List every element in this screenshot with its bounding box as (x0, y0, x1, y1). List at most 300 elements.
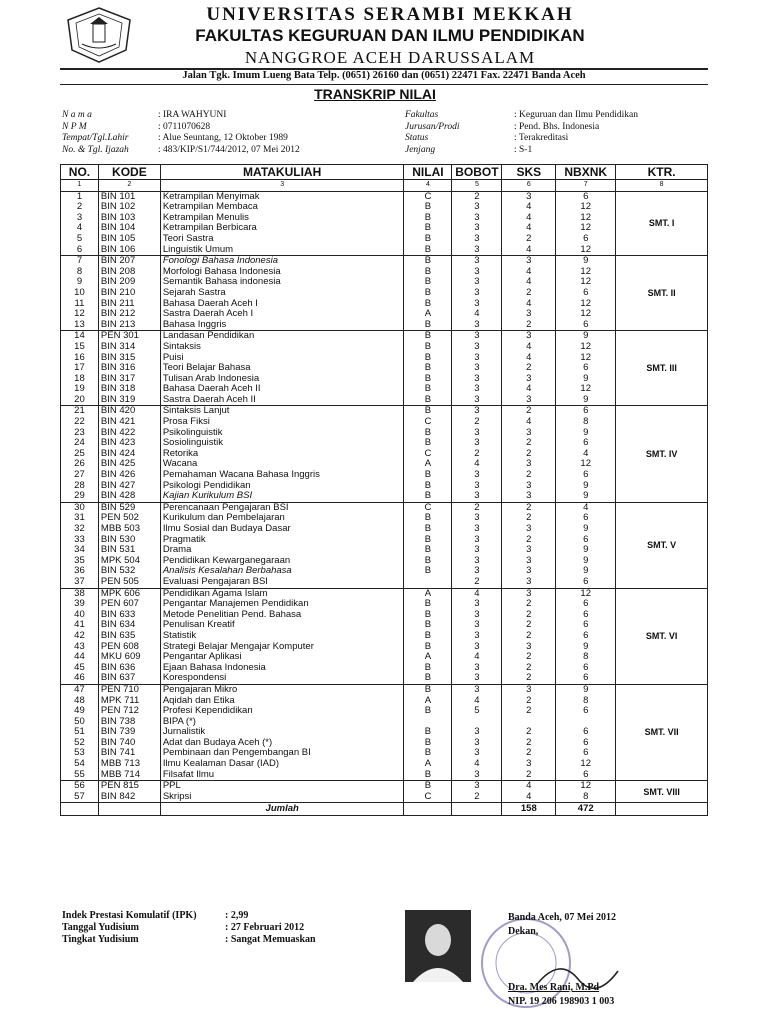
credits: 4 (502, 342, 556, 353)
grade: B (404, 620, 452, 631)
grade-points: 12 (556, 588, 616, 599)
grade-points: 9 (556, 684, 616, 695)
course-name: Kurikulum dan Pembelajaran (160, 513, 404, 524)
course-name: Fonologi Bahasa Indonesia (160, 256, 404, 267)
table-row (61, 738, 708, 749)
semester-label: SMT. I (616, 191, 708, 256)
weight: 3 (452, 642, 502, 653)
credits: 4 (502, 781, 556, 792)
weight: 3 (452, 406, 502, 417)
weight: 3 (452, 428, 502, 439)
grade-points: 6 (556, 706, 616, 717)
course-name: Teori Belajar Bahasa (160, 363, 404, 374)
course-code: BIN 636 (98, 663, 160, 674)
grade-points: 12 (556, 245, 616, 256)
grade: B (404, 213, 452, 224)
table-row (61, 631, 708, 642)
course-name: Linguistik Umum (160, 245, 404, 256)
weight: 3 (452, 438, 502, 449)
course-code: BIN 106 (98, 245, 160, 256)
table-row (61, 502, 708, 513)
table-row (61, 234, 708, 245)
grade: B (404, 245, 452, 256)
grade: B (404, 631, 452, 642)
weight: 2 (452, 792, 502, 803)
course-code: BIN 741 (98, 748, 160, 759)
credits: 3 (502, 684, 556, 695)
course-code: BIN 530 (98, 535, 160, 546)
course-code: BIN 426 (98, 470, 160, 481)
course-code: BIN 315 (98, 353, 160, 364)
grade: B (404, 481, 452, 492)
grade-points: 8 (556, 417, 616, 428)
weight: 3 (452, 620, 502, 631)
course-name: Evaluasi Pengajaran BSI (160, 577, 404, 588)
row-number: 17 (61, 363, 99, 374)
credits: 3 (502, 545, 556, 556)
table-row (61, 620, 708, 631)
grade-points: 6 (556, 727, 616, 738)
credits: 2 (502, 673, 556, 684)
identity-label: Jurusan/Prodi (405, 121, 460, 132)
semester-label: SMT. VIII (616, 781, 708, 803)
course-name: Sintaksis (160, 342, 404, 353)
signer-name: Dra. Mes Rani, M.Pd (508, 982, 600, 993)
grade-points: 6 (556, 620, 616, 631)
weight: 3 (452, 277, 502, 288)
table-row (61, 663, 708, 674)
faculty-name: FAKULTAS KEGURUAN DAN ILMU PENDIDIKAN (195, 26, 585, 45)
grade: A (404, 759, 452, 770)
course-code: BIN 316 (98, 363, 160, 374)
credits: 2 (502, 599, 556, 610)
table-row (61, 384, 708, 395)
identity-label: Status (405, 133, 429, 143)
grade-points: 6 (556, 770, 616, 781)
identity-label: N P M (62, 121, 87, 132)
course-code: PEN 502 (98, 513, 160, 524)
course-code: PEN 505 (98, 577, 160, 588)
course-code: BIN 424 (98, 449, 160, 460)
grade-points: 9 (556, 374, 616, 385)
grade: C (404, 502, 452, 513)
total-row (61, 803, 708, 816)
weight: 3 (452, 599, 502, 610)
table-row (61, 320, 708, 331)
table-row (61, 491, 708, 502)
course-code: BIN 420 (98, 406, 160, 417)
grade: B (404, 470, 452, 481)
identity-label: Fakultas (405, 110, 439, 120)
course-code: BIN 532 (98, 566, 160, 577)
course-code: BIN 842 (98, 792, 160, 803)
table-row (61, 256, 708, 267)
weight (452, 717, 502, 728)
grade-points: 6 (556, 363, 616, 374)
table-row (61, 353, 708, 364)
weight: 3 (452, 213, 502, 224)
semester-label: SMT. VI (616, 588, 708, 684)
course-code: PEN 608 (98, 642, 160, 653)
credits: 2 (502, 320, 556, 331)
row-number: 25 (61, 449, 99, 460)
grade: C (404, 417, 452, 428)
course-name: Analisis Kesalahan Berbahasa (160, 566, 404, 577)
row-number: 28 (61, 481, 99, 492)
footer-value: : 2,99 (225, 910, 249, 921)
table-row (61, 727, 708, 738)
credits: 4 (502, 223, 556, 234)
course-name: Retorika (160, 449, 404, 460)
row-number: 14 (61, 331, 99, 342)
grade: B (404, 363, 452, 374)
row-number: 6 (61, 245, 99, 256)
course-name: Sastra Daerah Aceh II (160, 395, 404, 406)
course-code: BIN 635 (98, 631, 160, 642)
row-number: 55 (61, 770, 99, 781)
grade-points: 12 (556, 759, 616, 770)
table-row (61, 288, 708, 299)
row-number: 39 (61, 599, 99, 610)
weight: 3 (452, 684, 502, 695)
grade-points: 6 (556, 320, 616, 331)
grade: B (404, 438, 452, 449)
course-name: Drama (160, 545, 404, 556)
column-number: 7 (556, 180, 616, 192)
credits: 3 (502, 428, 556, 439)
grade-points: 12 (556, 384, 616, 395)
grade: B (404, 663, 452, 674)
table-row (61, 545, 708, 556)
weight: 3 (452, 513, 502, 524)
course-code: BIN 212 (98, 309, 160, 320)
table-row (61, 213, 708, 224)
grade-points: 9 (556, 481, 616, 492)
grade: A (404, 309, 452, 320)
table-column-numbers (61, 180, 708, 192)
grade-points: 6 (556, 610, 616, 621)
row-number: 44 (61, 652, 99, 663)
table-header-cell: BOBOT (452, 165, 502, 180)
course-code: BIN 208 (98, 267, 160, 278)
grade: B (404, 599, 452, 610)
credits: 4 (502, 213, 556, 224)
table-row (61, 299, 708, 310)
total-nbxnk: 472 (556, 803, 616, 816)
course-code: BIN 319 (98, 395, 160, 406)
grade-points: 4 (556, 449, 616, 460)
table-row (61, 524, 708, 535)
grade-points: 6 (556, 738, 616, 749)
total-sks: 158 (502, 803, 556, 816)
course-code: BIN 637 (98, 673, 160, 684)
row-number: 34 (61, 545, 99, 556)
row-number: 31 (61, 513, 99, 524)
identity-value: : 483/KIP/S1/744/2012, 07 Mei 2012 (158, 144, 300, 155)
grade-points: 6 (556, 535, 616, 546)
course-name: Psikolinguistik (160, 428, 404, 439)
grade: A (404, 652, 452, 663)
credits: 3 (502, 566, 556, 577)
course-code: BIN 101 (98, 191, 160, 202)
grade: B (404, 384, 452, 395)
row-number: 5 (61, 234, 99, 245)
grade: B (404, 566, 452, 577)
course-name: Pragmatik (160, 535, 404, 546)
table-row (61, 792, 708, 803)
course-name: Penulisan Kreatif (160, 620, 404, 631)
course-code: BIN 213 (98, 320, 160, 331)
table-header-cell: KTR. (616, 165, 708, 180)
course-code: PEN 815 (98, 781, 160, 792)
place-date: Banda Aceh, 07 Mei 2012 (508, 912, 617, 923)
grade-points: 8 (556, 696, 616, 707)
grade: B (404, 342, 452, 353)
grade: B (404, 202, 452, 213)
course-name: Perencanaan Pengajaran BSI (160, 502, 404, 513)
row-number: 37 (61, 577, 99, 588)
course-name: Profesi Kependidikan (160, 706, 404, 717)
table-row (61, 342, 708, 353)
identity-value: : Terakreditasi (514, 133, 569, 143)
region-name: NANGGROE ACEH DARUSSALAM (244, 48, 536, 67)
credits: 2 (502, 727, 556, 738)
grade-points: 12 (556, 223, 616, 234)
course-code: PEN 301 (98, 331, 160, 342)
grade-points: 6 (556, 631, 616, 642)
course-code: MPK 504 (98, 556, 160, 567)
row-number: 20 (61, 395, 99, 406)
credits: 3 (502, 556, 556, 567)
grade: B (404, 748, 452, 759)
grade-points: 6 (556, 234, 616, 245)
row-number: 35 (61, 556, 99, 567)
credits: 3 (502, 395, 556, 406)
column-number: 3 (160, 180, 404, 192)
course-code: BIN 739 (98, 727, 160, 738)
weight: 4 (452, 696, 502, 707)
table-row (61, 428, 708, 439)
course-name: Bahasa Inggris (160, 320, 404, 331)
column-number: 5 (452, 180, 502, 192)
credits: 2 (502, 406, 556, 417)
row-number: 21 (61, 406, 99, 417)
identity-value: : Pend. Bhs. Indonesia (514, 121, 600, 132)
weight: 3 (452, 566, 502, 577)
table-header-cell: KODE (98, 165, 160, 180)
course-name: Tulisan Arab Indonesia (160, 374, 404, 385)
signer-role: Dekan, (508, 926, 539, 937)
transcript-table (60, 164, 708, 816)
column-number: 8 (616, 180, 708, 192)
credits: 4 (502, 299, 556, 310)
table-row (61, 770, 708, 781)
weight: 4 (452, 309, 502, 320)
grade: A (404, 459, 452, 470)
row-number: 24 (61, 438, 99, 449)
table-header-cell: NBXNK (556, 165, 616, 180)
row-number: 51 (61, 727, 99, 738)
course-name: Jurnalistik (160, 727, 404, 738)
grade-points: 12 (556, 299, 616, 310)
credits: 2 (502, 663, 556, 674)
course-name: Morfologi Bahasa Indonesia (160, 267, 404, 278)
grade-points: 6 (556, 438, 616, 449)
grade-points: 6 (556, 470, 616, 481)
credits: 4 (502, 417, 556, 428)
weight: 3 (452, 331, 502, 342)
weight: 4 (452, 652, 502, 663)
weight: 3 (452, 267, 502, 278)
table-row (61, 267, 708, 278)
weight: 3 (452, 374, 502, 385)
credits: 4 (502, 792, 556, 803)
course-name: Ilmu Sosial dan Budaya Dasar (160, 524, 404, 535)
course-code: BIN 207 (98, 256, 160, 267)
address-line: Jalan Tgk. Imum Lueng Bata Telp. (0651) 26160 dan (0651) 22471 Fax. 22471 Banda Aceh (182, 70, 586, 81)
column-number: 1 (61, 180, 99, 192)
table-row (61, 610, 708, 621)
grade-points: 6 (556, 577, 616, 588)
grade-points: 9 (556, 642, 616, 653)
course-code: BIN 425 (98, 459, 160, 470)
credits: 2 (502, 770, 556, 781)
footer-value: : Sangat Memuaskan (225, 934, 316, 945)
grade: B (404, 545, 452, 556)
grade: B (404, 277, 452, 288)
course-name: Teori Sastra (160, 234, 404, 245)
row-number: 32 (61, 524, 99, 535)
course-name: Pendidikan Kewarganegaraan (160, 556, 404, 567)
course-name: Kajian Kurikulum BSI (160, 491, 404, 502)
course-code: BIN 210 (98, 288, 160, 299)
table-header-cell: NO. (61, 165, 99, 180)
row-number: 7 (61, 256, 99, 267)
grade-points: 6 (556, 599, 616, 610)
grade: B (404, 706, 452, 717)
table-header-cell: SKS (502, 165, 556, 180)
grade-points: 9 (556, 428, 616, 439)
grade: B (404, 395, 452, 406)
weight: 3 (452, 288, 502, 299)
grade: B (404, 738, 452, 749)
credits: 2 (502, 535, 556, 546)
footer-label: Indek Prestasi Komulatif (IPK) (62, 910, 197, 921)
document-title: TRANSKRIP NILAI (314, 86, 436, 102)
table-row (61, 696, 708, 707)
weight: 3 (452, 727, 502, 738)
credits: 3 (502, 491, 556, 502)
grade-points: 6 (556, 513, 616, 524)
weight: 3 (452, 395, 502, 406)
credits: 3 (502, 459, 556, 470)
course-name: Skripsi (160, 792, 404, 803)
grade-points: 6 (556, 406, 616, 417)
weight: 3 (452, 673, 502, 684)
grade: B (404, 491, 452, 502)
university-logo (64, 6, 134, 64)
credits: 4 (502, 353, 556, 364)
course-name: Bahasa Daerah Aceh II (160, 384, 404, 395)
weight: 3 (452, 545, 502, 556)
table-row (61, 417, 708, 428)
credits: 2 (502, 748, 556, 759)
row-number: 54 (61, 759, 99, 770)
row-number: 52 (61, 738, 99, 749)
table-row (61, 588, 708, 599)
grade: A (404, 588, 452, 599)
table-row (61, 599, 708, 610)
grade-points: 9 (556, 545, 616, 556)
grade-points: 6 (556, 191, 616, 202)
course-name: Ketrampilan Berbicara (160, 223, 404, 234)
course-name: Pengantar Manajemen Pendidikan (160, 599, 404, 610)
weight: 3 (452, 245, 502, 256)
row-number: 30 (61, 502, 99, 513)
table-header-row (61, 165, 708, 180)
weight: 5 (452, 706, 502, 717)
row-number: 12 (61, 309, 99, 320)
identity-value: : Alue Seuntang, 12 Oktober 1989 (158, 133, 288, 143)
table-header-cell: MATAKULIAH (160, 165, 404, 180)
grade: B (404, 331, 452, 342)
identity-label: N a m a (62, 110, 92, 120)
course-name: Psikologi Pendidikan (160, 481, 404, 492)
course-name: Pembinaan dan Pengembangan BI (160, 748, 404, 759)
grade: B (404, 256, 452, 267)
row-number: 50 (61, 717, 99, 728)
credits: 3 (502, 331, 556, 342)
course-name: Pengajaran Mikro (160, 684, 404, 695)
row-number: 42 (61, 631, 99, 642)
table-row (61, 363, 708, 374)
course-code: BIN 421 (98, 417, 160, 428)
grade-points: 12 (556, 309, 616, 320)
university-name: UNIVERSITAS SERAMBI MEKKAH (206, 4, 574, 25)
grade: B (404, 556, 452, 567)
table-row (61, 459, 708, 470)
weight: 4 (452, 759, 502, 770)
weight: 3 (452, 223, 502, 234)
course-name: Aqidah dan Etika (160, 696, 404, 707)
course-name: Metode Penelitian Pend. Bahasa (160, 610, 404, 621)
weight: 3 (452, 610, 502, 621)
credits: 3 (502, 309, 556, 320)
credits: 3 (502, 759, 556, 770)
course-name: Statistik (160, 631, 404, 642)
grade: B (404, 727, 452, 738)
grade-points: 9 (556, 566, 616, 577)
table-row (61, 535, 708, 546)
credits: 2 (502, 696, 556, 707)
grade: B (404, 288, 452, 299)
grade (404, 577, 452, 588)
credits: 3 (502, 191, 556, 202)
grade-points: 8 (556, 652, 616, 663)
grade: B (404, 299, 452, 310)
course-name: Ketrampilan Membaca (160, 202, 404, 213)
credits: 3 (502, 481, 556, 492)
weight: 3 (452, 299, 502, 310)
credits: 2 (502, 706, 556, 717)
credits: 2 (502, 738, 556, 749)
weight: 3 (452, 256, 502, 267)
course-name: Sintaksis Lanjut (160, 406, 404, 417)
header-rule-thin (60, 84, 708, 85)
row-number: 40 (61, 610, 99, 621)
course-code: PEN 712 (98, 706, 160, 717)
course-code: BIN 740 (98, 738, 160, 749)
